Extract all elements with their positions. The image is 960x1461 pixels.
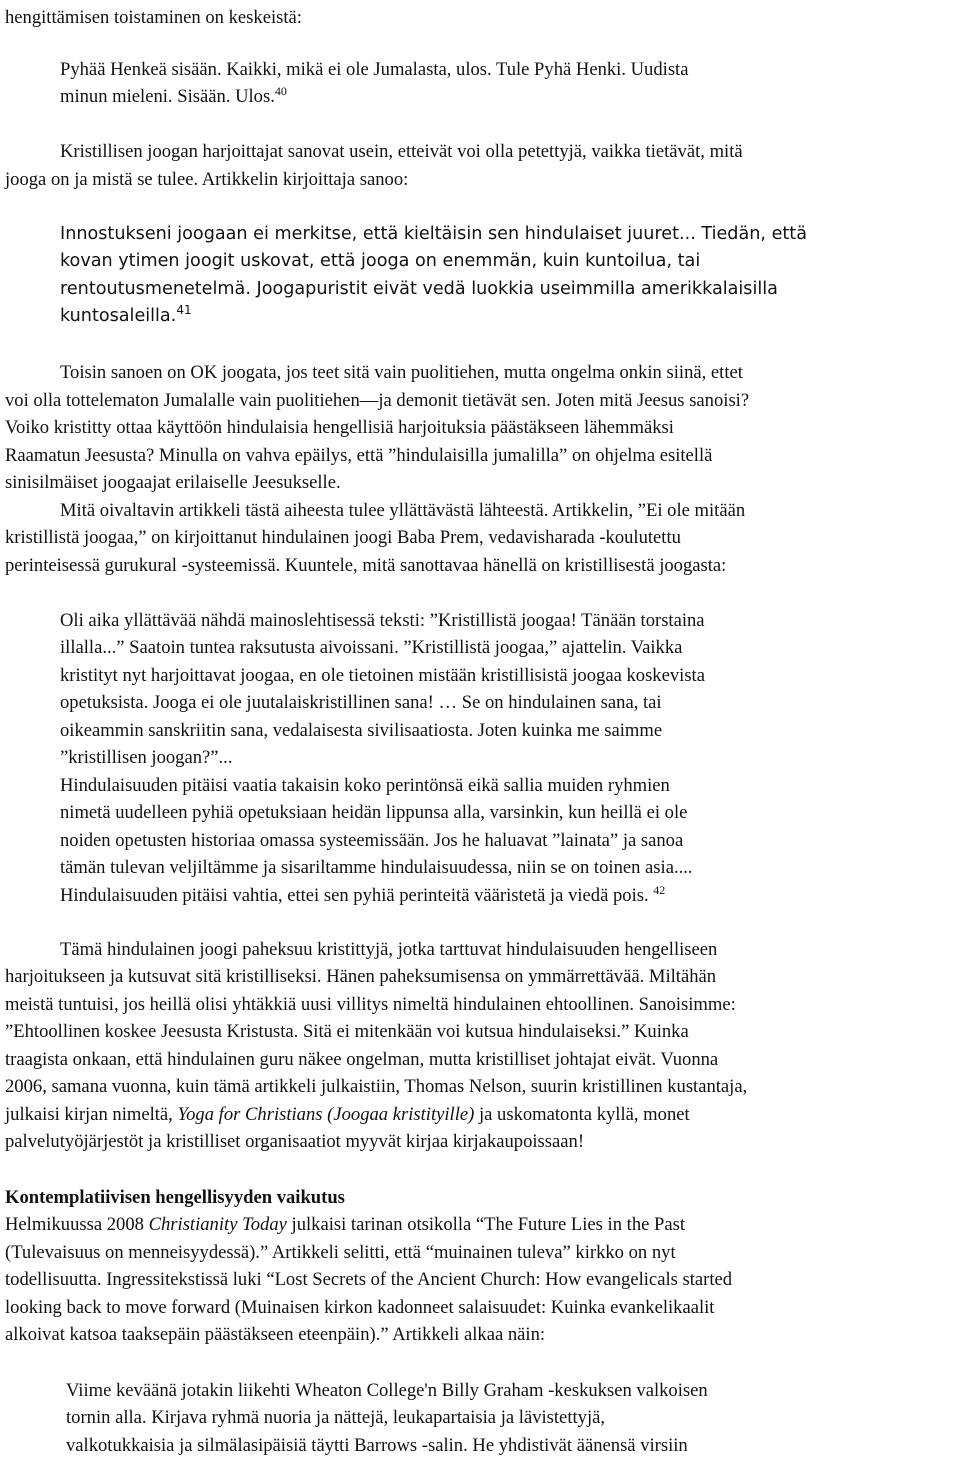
- quote-line: rentoutusmenetelmä. Joogapuristit eivät vedä luokkia useimmilla amerikkalaisilla: [60, 279, 778, 299]
- text-line: kristillistä joogaa,” on kirjoittanut hindulainen joogi Baba Prem, vedavisharada -koulutettu: [5, 527, 681, 548]
- quote-line: kovan ytimen joogit uskovat, että jooga on enemmän, kuin kuntoilua, tai: [60, 251, 701, 271]
- text-line: perinteisessä gurukural -systeemissä. Kuuntele, mitä sanottavaa hänellä on kristillisestä joogasta:: [5, 555, 727, 576]
- quote-line: noiden opetusten historiaa omassa systeemissään. Jos he haluavat ”lainata” ja sanoa: [60, 830, 684, 851]
- quote-line: Pyhää Henkeä sisään. Kaikki, mikä ei ole Jumalasta, ulos. Tule Pyhä Henki. Uudista: [60, 59, 689, 80]
- text-line: sinisilmäiset joogaajat erilaiselle Jeesukselle.: [5, 472, 341, 493]
- text-segment: ja uskomatonta kyllä, monet: [478, 1104, 690, 1125]
- quote-line: tornin alla. Kirjava ryhmä nuoria ja nättejä, leukapartaisia ja lävistettyjä,: [66, 1407, 606, 1428]
- text-line: looking back to move forward (Muinaisen kirkon kadonneet salaisuudet: Kuinka evankelikaalit: [5, 1297, 715, 1318]
- quote-line: valkotukkaisia ja silmälasipäisiä täytti Barrows -salin. He yhdistivät äänensä virsiin: [66, 1435, 688, 1456]
- text-line: 2006, samana vuonna, kuin tämä artikkeli julkaistiin, Thomas Nelson, suurin kristillinen kustantaja,: [5, 1076, 748, 1097]
- quote-line: [60, 303, 192, 331]
- text-line: [5, 1211, 685, 1239]
- quote-line: nimetä uudelleen pyhiä opetuksiaan heidän lippunsa alla, varsinkin, kun heillä ei ole: [60, 802, 688, 823]
- magazine-title: Christianity Today: [148, 1214, 287, 1235]
- text-segment: julkaisi kirjan nimeltä,: [5, 1104, 173, 1125]
- text-line: hengittämisen toistaminen on keskeistä:: [5, 7, 302, 28]
- text-line: traagista onkaan, että hindulainen guru näkee ongelman, mutta kristilliset johtajat eivät. Vuonna: [5, 1049, 719, 1070]
- quote-line: [60, 83, 287, 111]
- text-line: alkoivat katsoa taaksepäin päästäkseen eteenpäin).” Artikkeli alkaa näin:: [5, 1324, 546, 1345]
- footnote-marker: 42: [653, 883, 666, 897]
- quote-line: kristityt nyt harjoittavat joogaa, en ole tietoinen mistään kristillisistä joogaa koskevista: [60, 665, 705, 686]
- quote-line: illalla...” Saatoin tuntea raksutusta aivoissani. ”Kristillistä joogaa,” ajattelin. Vaikka: [60, 637, 683, 658]
- text-segment: Helmikuussa 2008: [5, 1214, 144, 1235]
- text-line: Raamatun Jeesusta? Minulla on vahva epäilys, että ”hindulaisilla jumalilla” on ohjelma esitellä: [5, 445, 713, 466]
- section-heading: Kontemplatiivisen hengellisyyden vaikutus: [5, 1187, 345, 1208]
- quote-line: tämän tulevan veljiltämme ja sisariltamme hindulaisuudessa, niin se on toinen asia....: [60, 857, 693, 878]
- quote-line: Viime keväänä jotakin liikehti Wheaton College'n Billy Graham -keskuksen valkoisen: [66, 1380, 708, 1401]
- text-line: Mitä oivaltavin artikkeli tästä aiheesta tulee yllättävästä lähteestä. Artikkelin, ”Ei ole mitään: [60, 500, 746, 521]
- text-line: harjoitukseen ja kutsuvat sitä kristilliseksi. Hänen paheksumisensa on ymmärrettävää. Miltähän: [5, 966, 717, 987]
- text-line: meistä tuntuisi, jos heillä olisi yhtäkkiä uusi villitys nimeltä hindulainen ehtoollinen. Sanoisimme:: [5, 994, 736, 1015]
- text-line: (Tulevaisuus on menneisyydessä).” Artikkeli selitti, että “muinainen tuleva” kirkko on nyt: [5, 1242, 676, 1263]
- book-title: Yoga for Christians (Joogaa kristityille): [177, 1104, 475, 1125]
- quote-line: opetuksista. Jooga ei ole juutalaiskristillinen sana! … Se on hindulainen sana, tai: [60, 692, 662, 713]
- text-line: Toisin sanoen on OK joogata, jos teet sitä vain puolitiehen, mutta ongelma onkin siinä, ettet: [60, 362, 743, 383]
- text-line: voi olla tottelematon Jumalalle vain puolitiehen—ja demonit tietävät sen. Joten mitä Jeesus sanoisi?: [5, 390, 750, 411]
- quote-line: Oli aika yllättävää nähdä mainoslehtisessä teksti: ”Kristillistä joogaa! Tänään torstaina: [60, 610, 705, 631]
- text-line: jooga on ja mistä se tulee. Artikkelin kirjoittaja sanoo:: [5, 169, 409, 190]
- text-line: palvelutyöjärjestöt ja kristilliset organisaatiot myyvät kirjaa kirjakaupoissaan!: [5, 1131, 585, 1152]
- text-segment: julkaisi tarinan otsikolla “The Future Lies in the Past: [291, 1214, 686, 1235]
- quote-line: ”kristillisen joogan?”...: [60, 747, 233, 768]
- quote-line: Innostukseni joogaan ei merkitse, että kieltäisin sen hindulaiset juuret... Tiedän, että: [60, 224, 807, 244]
- footnote-marker: 40: [274, 84, 287, 98]
- text-line: Voiko kristitty ottaa käyttöön hindulaisia hengellisiä harjoituksia päästäkseen lähemmäksi: [5, 417, 674, 438]
- text-line: [5, 1101, 690, 1129]
- footnote-marker: 41: [176, 303, 192, 317]
- text-line: Kristillisen joogan harjoittajat sanovat usein, etteivät voi olla petettyjä, vaikka tietävät, mitä: [60, 141, 743, 162]
- text-line: Tämä hindulainen joogi paheksuu kristittyjä, jotka tarttuvat hindulaisuuden hengelliseen: [60, 939, 718, 960]
- quote-text: minun mieleni. Sisään. Ulos.: [60, 86, 275, 107]
- text-line: todellisuutta. Ingressitekstissä luki “Lost Secrets of the Ancient Church: How evangelicals started: [5, 1269, 733, 1290]
- quote-line: oikeammin sanskriitin sana, vedalaisesta sivilisaatiosta. Joten kuinka me saimme: [60, 720, 663, 741]
- quote-line: [60, 882, 665, 910]
- quote-line: Hindulaisuuden pitäisi vaatia takaisin koko perintönsä eikä sallia muiden ryhmien: [60, 775, 670, 796]
- text-line: ”Ehtoollinen koskee Jeesusta Kristusta. Sitä ei mitenkään voi kutsua hindulaiseksi.” Kuinka: [5, 1021, 689, 1042]
- quote-text: Hindulaisuuden pitäisi vahtia, ettei sen pyhiä perinteitä vääristetä ja viedä pois.: [60, 885, 649, 906]
- quote-text: kuntosaleilla.: [60, 306, 177, 326]
